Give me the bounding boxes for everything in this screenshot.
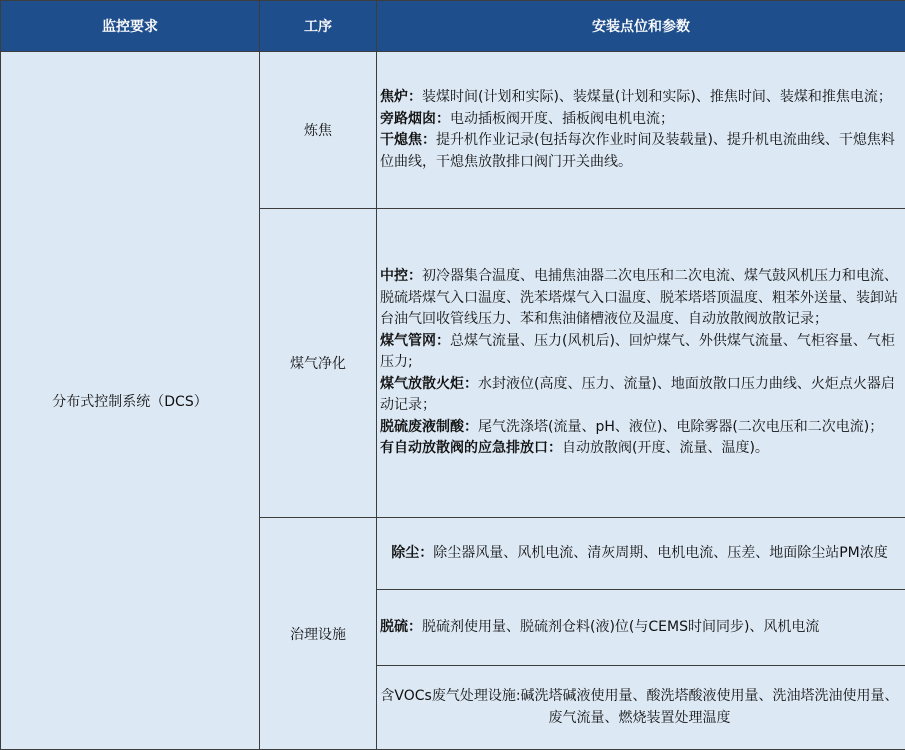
header-points: 安装点位和参数	[377, 1, 905, 52]
vocs-details: 含VOCs废气处理设施:碱洗塔碱液使用量、酸洗塔酸液使用量、洗油塔洗油使用量、废气流量、燃烧装置处理温度	[377, 666, 905, 750]
detail-line	[380, 331, 899, 374]
header-row	[1, 1, 905, 52]
detail-label: 有自动放散阀的应急排放口：	[380, 440, 562, 456]
detail-text: 除尘器风量、风机电流、清灰周期、电机电流、压差、地面除尘站PM浓度	[433, 545, 888, 561]
detail-text: 电动插板阀开度、插板阀电机电流；	[450, 111, 674, 127]
header-requirement: 监控要求	[1, 1, 260, 52]
detail-text: 提升机作业记录(包括每次作业时间及装载量)、提升机电流曲线、干熄焦料位曲线，干熄焦放散排口阀门开关曲线。	[380, 132, 895, 170]
detail-text: 尾气洗涤塔(流量、pH、液位)、电除雾器(二次电压和二次电流)；	[478, 419, 883, 435]
detail-line	[380, 87, 899, 109]
detail-line	[380, 417, 899, 439]
detail-line	[380, 109, 899, 131]
detail-label: 旁路烟囱：	[380, 111, 450, 127]
detail-label: 除尘：	[391, 545, 433, 561]
detail-line	[380, 438, 899, 460]
detail-text: 水封液位(高度、压力、流量)、地面放散口压力曲线、火炬点火器启动记录；	[380, 376, 895, 414]
process-treatment-facilities: 治理设施	[260, 518, 377, 750]
table-row	[1, 52, 905, 209]
coking-details	[377, 52, 905, 209]
detail-label: 脱硫：	[380, 619, 422, 635]
detail-line	[380, 266, 899, 331]
detail-label: 干熄焦：	[380, 132, 436, 148]
detail-line	[380, 130, 899, 173]
detail-label: 煤气放散火炬：	[380, 376, 478, 392]
detail-label: 煤气管网：	[380, 333, 450, 349]
detail-text: 总煤气流量、压力(风机后)、回炉煤气、外供煤气流量、气柜容量、气柜压力;	[380, 333, 895, 371]
gas-purification-details	[377, 209, 905, 518]
header-process: 工序	[260, 1, 377, 52]
process-coking: 炼焦	[260, 52, 377, 209]
dedust-details	[377, 518, 905, 590]
detail-label: 中控：	[380, 268, 422, 284]
detail-text: 装煤时间(计划和实际)、装煤量(计划和实际)、推焦时间、装煤和推焦电流；	[422, 89, 892, 105]
detail-label: 脱硫废液制酸：	[380, 419, 478, 435]
detail-label: 焦炉：	[380, 89, 422, 105]
detail-line	[380, 374, 899, 417]
desulf-details	[377, 590, 905, 666]
process-gas-purification: 煤气净化	[260, 209, 377, 518]
requirement-cell: 分布式控制系统（DCS）	[1, 52, 260, 750]
detail-text: 初冷器集合温度、电捕焦油器二次电压和二次电流、煤气鼓风机压力和电流、脱硫塔煤气入口温度、洗苯塔煤气入口温度、脱苯塔塔顶温度、粗苯外送量、装卸站台油气回收管线压力、苯和焦油储槽液位及温度、自动放散阀放散记录；	[380, 268, 898, 327]
detail-text: 自动放散阀(开度、流量、温度)。	[562, 440, 769, 456]
detail-text: 脱硫剂使用量、脱硫剂仓料(液)位(与CEMS时间同步)、风机电流	[422, 619, 819, 635]
